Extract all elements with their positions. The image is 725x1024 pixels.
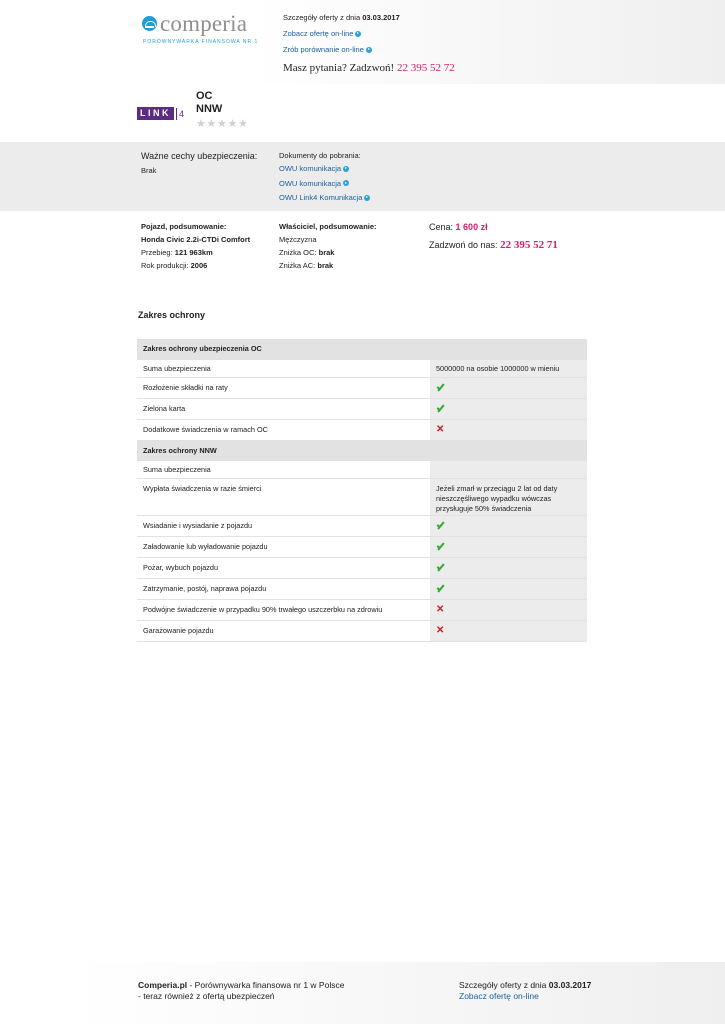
key-features-value: Brak <box>141 166 157 175</box>
coverage-value: 5000000 na osobie 1000000 w mieniu <box>430 359 587 377</box>
footer-view-offer-link[interactable]: Zobacz ofertę on-line <box>459 991 539 1001</box>
coverage-row <box>137 478 587 515</box>
comperia-logo-icon <box>142 16 157 31</box>
checkmark-icon <box>436 541 447 551</box>
document-link-label[interactable]: OWU Link4 Komunikacja <box>279 193 363 202</box>
compare-link[interactable] <box>283 45 455 61</box>
coverage-value-cell <box>430 460 587 478</box>
ac-discount-label: Zniżka AC: <box>279 261 316 270</box>
cross-icon: ✕ <box>436 624 445 636</box>
brand-box: LINK <box>137 107 174 120</box>
arrow-right-icon <box>355 31 361 37</box>
pricing <box>429 222 558 251</box>
document-link[interactable] <box>279 177 370 192</box>
cross-icon: ✕ <box>436 603 445 615</box>
header-phone <box>283 62 455 74</box>
checkmark-icon <box>436 562 447 572</box>
offer-date-line <box>283 13 455 29</box>
coverage-row <box>137 460 587 478</box>
offer-date: 03.03.2017 <box>362 13 400 22</box>
coverage-row <box>137 599 587 620</box>
coverage-row <box>137 398 587 419</box>
owner-summary <box>279 222 377 274</box>
year-label: Rok produkcji: <box>141 261 189 270</box>
oc-discount-value: brak <box>318 248 335 257</box>
documents <box>279 151 370 206</box>
vehicle-summary-title: Pojazd, podsumowanie: <box>141 222 227 231</box>
checkmark-icon <box>436 403 447 413</box>
coverage-label: Podwójne świadczenie w przypadku 90% trwałego uszczerbku na zdrowiu <box>137 599 430 620</box>
page-footer <box>0 962 725 1024</box>
coverage-value-cell <box>430 536 587 557</box>
key-features-title: Ważne cechy ubezpieczenia: <box>141 151 258 161</box>
owner-gender: Mężczyzna <box>279 235 317 244</box>
footer-offer-date: 03.03.2017 <box>548 980 592 990</box>
phone-prompt: Masz pytania? Zadzwoń! <box>283 62 395 74</box>
document-link[interactable] <box>279 191 370 206</box>
checkmark-icon <box>436 382 447 392</box>
star-icon: ★ <box>217 118 227 130</box>
coverage-row <box>137 536 587 557</box>
view-offer-link-label[interactable]: Zobacz ofertę on-line <box>283 29 354 38</box>
price-line <box>429 222 558 232</box>
price-label: Cena: <box>429 222 454 232</box>
oc-discount <box>279 248 377 261</box>
ac-discount-value: brak <box>317 261 334 270</box>
offer-date-prefix: Szczegóły oferty z dnia <box>283 13 361 22</box>
coverage-label: Dodatkowe świadczenia w ramach OC <box>137 419 430 440</box>
product-name <box>196 90 222 116</box>
ac-discount <box>279 261 377 274</box>
coverage-row <box>137 578 587 599</box>
coverage-row <box>137 557 587 578</box>
star-icon: ★ <box>196 118 206 130</box>
checkmark-icon <box>436 583 447 593</box>
coverage-row <box>137 377 587 398</box>
footer-about <box>138 980 344 1002</box>
call-number[interactable]: 22 395 52 71 <box>500 239 558 251</box>
brand-number: 4 <box>176 108 184 120</box>
mileage-label: Przebieg: <box>141 248 173 257</box>
footer-site[interactable]: Comperia.pl <box>138 980 188 990</box>
rating-stars <box>196 119 249 129</box>
coverage-table <box>137 339 587 642</box>
features-panel <box>0 142 725 211</box>
header-info <box>283 13 455 74</box>
call-label: Zadzwoń do nas: <box>429 240 498 250</box>
coverage-label: Rozłożenie składki na raty <box>137 377 430 398</box>
coverage-label: Garażowanie pojazdu <box>137 620 430 641</box>
document-link[interactable] <box>279 162 370 177</box>
coverage-value-cell <box>430 557 587 578</box>
link4-logo <box>137 107 184 120</box>
coverage-value-cell <box>430 398 587 419</box>
coverage-row <box>137 515 587 536</box>
mileage-value: 121 963km <box>174 248 213 257</box>
vehicle-summary <box>141 222 250 274</box>
footer-line1: - Porównywarka finansowa nr 1 w Polsce <box>187 980 345 990</box>
price-value: 1 600 zł <box>455 222 488 232</box>
coverage-row <box>137 419 587 440</box>
coverage-label: Załadowanie lub wyładowanie pojazdu <box>137 536 430 557</box>
cross-icon: ✕ <box>436 423 445 435</box>
documents-title: Dokumenty do pobrania: <box>279 151 361 160</box>
coverage-value-cell <box>430 599 587 620</box>
arrow-right-icon <box>343 166 349 172</box>
footer-offer <box>459 980 591 1002</box>
coverage-row <box>137 359 587 377</box>
coverage-title: Zakres ochrony <box>138 310 206 320</box>
coverage-value-cell <box>430 419 587 440</box>
arrow-right-icon <box>364 195 370 201</box>
logo-tagline: PORÓWNYWARKA FINANSOWA NR 1 <box>143 39 259 45</box>
view-offer-link[interactable] <box>283 29 455 45</box>
coverage-section-header <box>137 440 587 460</box>
logo-text: comperia <box>160 11 248 36</box>
document-link-label[interactable]: OWU komunikacja <box>279 164 342 173</box>
star-icon: ★ <box>206 118 217 130</box>
coverage-label: Pożar, wybuch pojazdu <box>137 557 430 578</box>
coverage-section-title: Zakres ochrony ubezpieczenia OC <box>137 339 587 359</box>
coverage-label: Zielona karta <box>137 398 430 419</box>
key-features <box>141 151 257 175</box>
product-name-line2: NNW <box>196 103 223 115</box>
coverage-label: Suma ubezpieczenia <box>137 359 430 377</box>
vehicle-year <box>141 261 250 274</box>
footer-offer-prefix: Szczegóły oferty z dnia <box>459 980 547 990</box>
arrow-right-icon <box>366 47 372 53</box>
comperia-logo[interactable] <box>142 12 258 45</box>
star-icon: ★ <box>238 118 248 130</box>
checkmark-icon <box>436 520 447 530</box>
coverage-value-cell <box>430 578 587 599</box>
footer-line2: - teraz również z ofertą ubezpieczeń <box>138 991 275 1001</box>
page-header <box>0 0 725 84</box>
owner-summary-title: Właściciel, podsumowanie: <box>279 222 377 231</box>
coverage-row <box>137 620 587 641</box>
coverage-value-cell <box>430 515 587 536</box>
coverage-label: Suma ubezpieczenia <box>137 460 430 478</box>
star-icon: ★ <box>227 118 238 130</box>
coverage-label: Wypłata świadczenia w razie śmierci <box>137 478 430 515</box>
call-line <box>429 239 558 251</box>
header-phone-number[interactable]: 22 395 52 72 <box>396 62 455 74</box>
oc-discount-label: Zniżka OC: <box>279 248 317 257</box>
product-name-line1: OC <box>196 90 213 102</box>
vehicle-mileage <box>141 248 250 261</box>
coverage-value-cell <box>430 377 587 398</box>
coverage-label: Zatrzymanie, postój, naprawa pojazdu <box>137 578 430 599</box>
coverage-label: Wsiadanie i wysiadanie z pojazdu <box>137 515 430 536</box>
compare-link-label[interactable]: Zrób porównanie on-line <box>283 45 364 54</box>
vehicle-model: Honda Civic 2.2i-CTDi Comfort <box>141 235 251 244</box>
coverage-value: Jeżeli zmarł w przeciągu 2 lat od daty nieszczęśliwego wypadku wówczas przysługuje 50% świadczenia <box>430 478 587 515</box>
arrow-right-icon <box>343 180 349 186</box>
coverage-value-cell <box>430 620 587 641</box>
coverage-section-header <box>137 339 587 359</box>
coverage-section-title: Zakres ochrony NNW <box>137 440 587 460</box>
year-value: 2006 <box>190 261 208 270</box>
document-link-label[interactable]: OWU komunikacja <box>279 178 342 188</box>
